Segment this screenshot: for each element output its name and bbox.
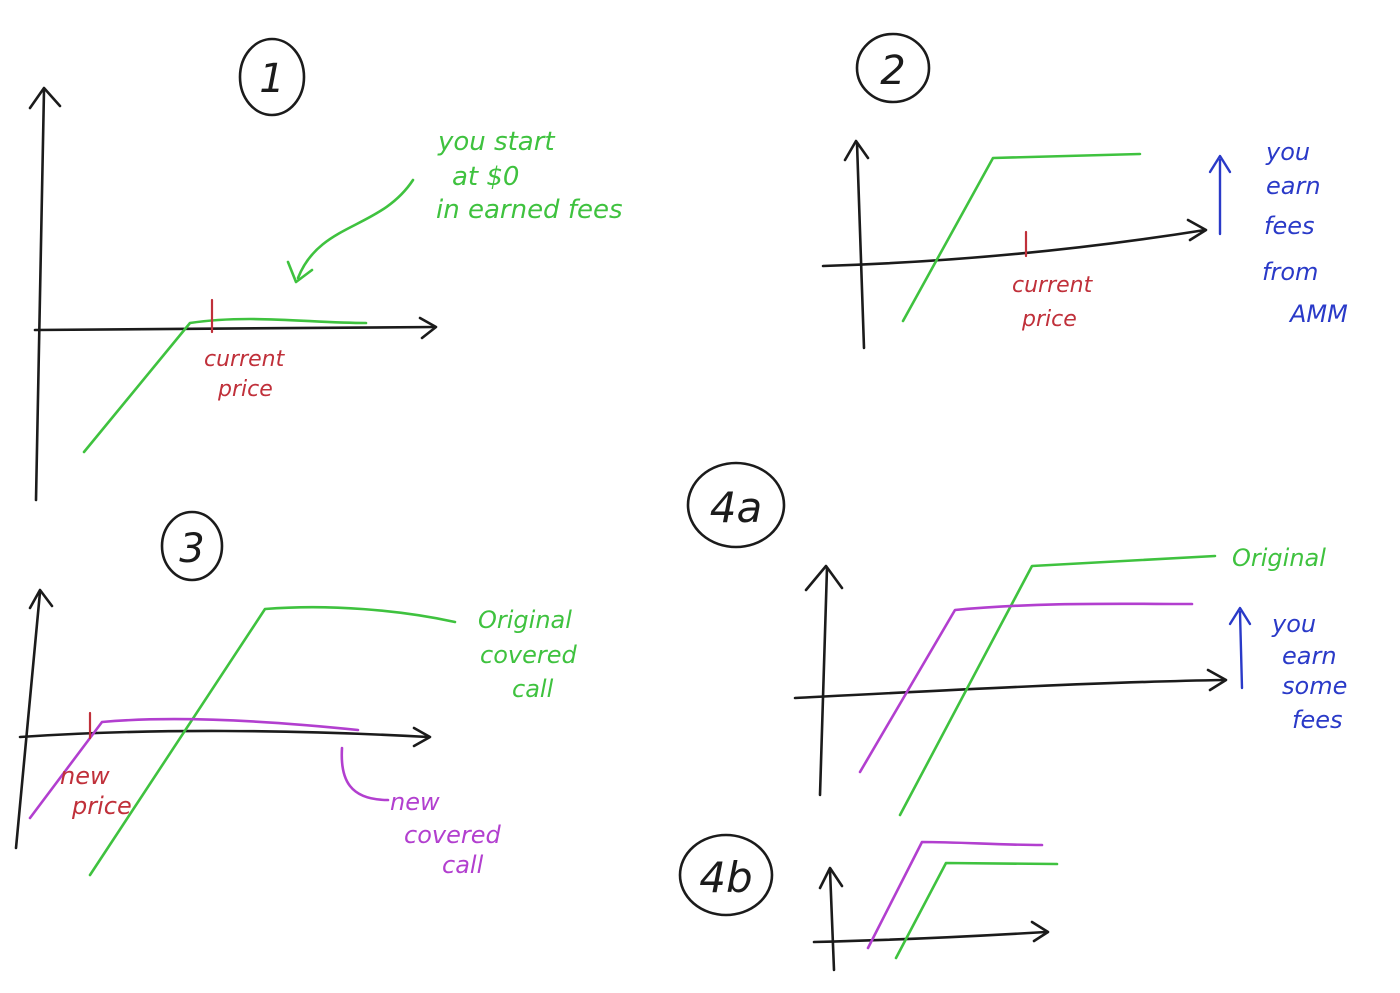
handwritten-text: earn [1282,642,1337,670]
panel-4a-original-label: Original [1232,544,1326,572]
panel-3-y-axis [16,590,52,848]
panel-3-number-circle [162,512,222,580]
handwritten-text: some [1282,672,1348,700]
handwritten-text: at $0 [452,162,520,192]
panel-4b-y-axis [820,868,842,970]
panel-1-note-arrow [288,180,413,282]
handwritten-text: covered [480,641,577,669]
panel-4a-new-covered-call-line [860,604,1192,772]
handwritten-text: Original [478,606,572,634]
panel-4a-fees-note [1271,610,1347,734]
panel-4a [688,463,1347,815]
panel-1-fees-note [436,127,623,225]
panel-4a-x-axis [795,670,1226,698]
handwritten-text: you [1272,610,1317,638]
handwritten-text: new [60,762,110,790]
handwritten-text: price [218,377,273,402]
panel-3-number: 3 [179,526,205,572]
panel-1-number-circle [240,39,304,115]
panel-2-current-price-label [1012,273,1094,332]
handwritten-text: you start [438,127,555,157]
panel-2-number-circle [857,34,929,102]
panel-2-fees-note [1262,138,1348,328]
handwritten-text: call [442,851,484,879]
panel-2-number: 2 [880,48,906,94]
panel-3-x-axis [20,728,430,746]
handwritten-text: from [1262,258,1319,286]
panel-4a-number-circle [688,463,784,547]
panel-1-x-axis [35,318,436,338]
handwritten-text: price [1022,307,1077,332]
handwritten-text: new [390,788,440,816]
panel-3 [16,512,577,879]
handwritten-text: earn [1266,172,1321,200]
panel-3-new-call-leader [342,748,388,800]
panel-3-original-covered-call-line [90,607,455,875]
panel-1-y-axis [30,88,60,500]
handwritten-text: AMM [1290,300,1348,328]
panel-2-x-axis [823,220,1206,266]
handwritten-text: price [72,792,132,820]
panel-3-new-call-label [390,788,501,879]
panel-4b-number: 4b [699,853,753,902]
panel-1 [30,39,623,500]
handwritten-text: you [1266,138,1311,166]
handwritten-text: current [204,347,285,372]
panel-2-y-axis [845,141,868,348]
panel-4a-fees-arrow [1230,608,1250,688]
handwritten-text: call [512,675,554,703]
panel-4b [680,835,1057,970]
panel-4b-original-covered-call-line [896,863,1057,958]
panel-4b-number-circle [680,835,772,915]
panel-4b-new-covered-call-line [868,842,1042,948]
panel-1-current-price-label [204,347,286,402]
panel-3-original-label [478,606,577,703]
handwritten-text: current [1012,273,1093,298]
handwritten-text: fees [1292,706,1343,734]
panel-3-new-price-label [60,762,132,820]
handwritten-text: fees [1264,212,1315,240]
panel-4a-number: 4a [709,483,763,532]
handwritten-text: in earned fees [436,195,623,225]
handwritten-text: covered [404,821,501,849]
panel-2-fees-arrow [1210,156,1230,234]
panel-4a-y-axis [806,566,842,795]
panel-1-number: 1 [259,56,285,102]
panel-2 [823,34,1348,348]
panel-4b-x-axis [814,922,1048,942]
